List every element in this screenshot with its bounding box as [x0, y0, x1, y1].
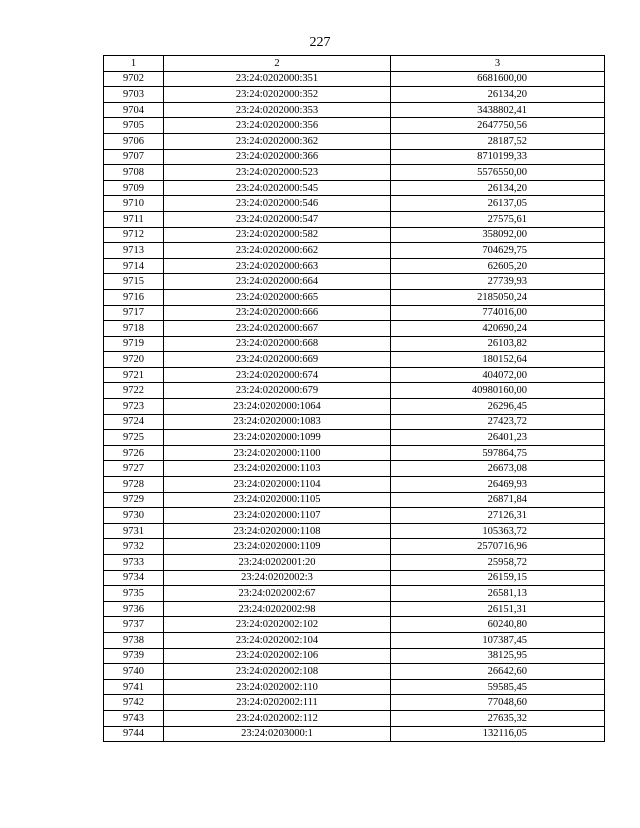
row-number-cell: 9717: [104, 305, 164, 321]
table-row: [104, 274, 605, 290]
table-row: [104, 243, 605, 259]
row-number-cell: 9705: [104, 118, 164, 134]
row-number-cell: 9735: [104, 586, 164, 602]
row-number-cell: 9741: [104, 679, 164, 695]
table-row: [104, 539, 605, 555]
value-cell: 26673,08: [391, 461, 605, 477]
table-row: [104, 102, 605, 118]
row-number-cell: 9732: [104, 539, 164, 555]
value-cell: 6681600,00: [391, 71, 605, 87]
value-cell: 26871,84: [391, 492, 605, 508]
value-cell: 26103,82: [391, 336, 605, 352]
value-cell: 25958,72: [391, 555, 605, 571]
cadastral-number-cell: 23:24:0202000:669: [164, 352, 391, 368]
value-cell: 26159,15: [391, 570, 605, 586]
cadastral-number-cell: 23:24:0202000:352: [164, 87, 391, 103]
row-number-cell: 9731: [104, 523, 164, 539]
value-cell: 26581,13: [391, 586, 605, 602]
value-cell: 26296,45: [391, 399, 605, 415]
cadastral-number-cell: 23:24:0202000:662: [164, 243, 391, 259]
row-number-cell: 9728: [104, 477, 164, 493]
value-cell: 26137,05: [391, 196, 605, 212]
table-header-row: [104, 56, 605, 72]
row-number-cell: 9709: [104, 180, 164, 196]
value-cell: 77048,60: [391, 695, 605, 711]
row-number-cell: 9729: [104, 492, 164, 508]
value-cell: 5576550,00: [391, 165, 605, 181]
cadastral-number-cell: 23:24:0202000:1100: [164, 445, 391, 461]
table-row: [104, 165, 605, 181]
cadastral-number-cell: 23:24:0202000:668: [164, 336, 391, 352]
table-row: [104, 414, 605, 430]
value-cell: 40980160,00: [391, 383, 605, 399]
row-number-cell: 9740: [104, 664, 164, 680]
row-number-cell: 9722: [104, 383, 164, 399]
row-number-cell: 9742: [104, 695, 164, 711]
row-number-cell: 9704: [104, 102, 164, 118]
table-row: [104, 601, 605, 617]
table-row: [104, 133, 605, 149]
table-row: [104, 695, 605, 711]
value-cell: 2185050,24: [391, 289, 605, 305]
cadastral-number-cell: 23:24:0202000:366: [164, 149, 391, 165]
table-row: [104, 679, 605, 695]
row-number-cell: 9716: [104, 289, 164, 305]
row-number-cell: 9714: [104, 258, 164, 274]
cadastral-number-cell: 23:24:0202002:3: [164, 570, 391, 586]
cadastral-number-cell: 23:24:0202000:1083: [164, 414, 391, 430]
row-number-cell: 9702: [104, 71, 164, 87]
table-row: [104, 399, 605, 415]
cadastral-number-cell: 23:24:0202000:1104: [164, 477, 391, 493]
row-number-cell: 9720: [104, 352, 164, 368]
data-table: [103, 55, 605, 742]
row-number-cell: 9721: [104, 367, 164, 383]
table-row: [104, 258, 605, 274]
value-cell: 26134,20: [391, 87, 605, 103]
table-row: [104, 461, 605, 477]
cadastral-number-cell: 23:24:0202000:353: [164, 102, 391, 118]
row-number-cell: 9723: [104, 399, 164, 415]
value-cell: 26134,20: [391, 180, 605, 196]
table-row: [104, 664, 605, 680]
value-cell: 3438802,41: [391, 102, 605, 118]
value-cell: 26469,93: [391, 477, 605, 493]
cadastral-number-cell: 23:24:0202000:547: [164, 211, 391, 227]
row-number-cell: 9736: [104, 601, 164, 617]
value-cell: 62605,20: [391, 258, 605, 274]
row-number-cell: 9737: [104, 617, 164, 633]
row-number-cell: 9703: [104, 87, 164, 103]
value-cell: 2647750,56: [391, 118, 605, 134]
cadastral-number-cell: 23:24:0202000:1108: [164, 523, 391, 539]
cadastral-number-cell: 23:24:0202000:523: [164, 165, 391, 181]
column-header-1: 1: [104, 56, 164, 72]
value-cell: 358092,00: [391, 227, 605, 243]
value-cell: 105363,72: [391, 523, 605, 539]
value-cell: 8710199,33: [391, 149, 605, 165]
row-number-cell: 9738: [104, 632, 164, 648]
cadastral-number-cell: 23:24:0202002:102: [164, 617, 391, 633]
page-number: 227: [309, 35, 331, 50]
table-row: [104, 726, 605, 742]
row-number-cell: 9715: [104, 274, 164, 290]
column-header-2: 2: [164, 56, 391, 72]
table-row: [104, 180, 605, 196]
value-cell: 26151,31: [391, 601, 605, 617]
cadastral-number-cell: 23:24:0203000:1: [164, 726, 391, 742]
table-row: [104, 617, 605, 633]
value-cell: 420690,24: [391, 321, 605, 337]
value-cell: 404072,00: [391, 367, 605, 383]
table-row: [104, 321, 605, 337]
row-number-cell: 9727: [104, 461, 164, 477]
value-cell: 26401,23: [391, 430, 605, 446]
row-number-cell: 9718: [104, 321, 164, 337]
table-row: [104, 445, 605, 461]
table-row: [104, 289, 605, 305]
row-number-cell: 9739: [104, 648, 164, 664]
row-number-cell: 9733: [104, 555, 164, 571]
cadastral-number-cell: 23:24:0202000:664: [164, 274, 391, 290]
value-cell: 27635,32: [391, 710, 605, 726]
table-row: [104, 477, 605, 493]
row-number-cell: 9726: [104, 445, 164, 461]
cadastral-number-cell: 23:24:0202002:98: [164, 601, 391, 617]
row-number-cell: 9730: [104, 508, 164, 524]
row-number-cell: 9725: [104, 430, 164, 446]
table-row: [104, 71, 605, 87]
table-row: [104, 118, 605, 134]
cadastral-number-cell: 23:24:0202000:667: [164, 321, 391, 337]
row-number-cell: 9734: [104, 570, 164, 586]
table-row: [104, 523, 605, 539]
table-row: [104, 336, 605, 352]
value-cell: 28187,52: [391, 133, 605, 149]
table-row: [104, 492, 605, 508]
cadastral-number-cell: 23:24:0202000:1103: [164, 461, 391, 477]
table-row: [104, 196, 605, 212]
row-number-cell: 9707: [104, 149, 164, 165]
table-row: [104, 430, 605, 446]
cadastral-number-cell: 23:24:0202002:111: [164, 695, 391, 711]
cadastral-number-cell: 23:24:0202000:1099: [164, 430, 391, 446]
value-cell: 38125,95: [391, 648, 605, 664]
cadastral-number-cell: 23:24:0202000:546: [164, 196, 391, 212]
value-cell: 27126,31: [391, 508, 605, 524]
row-number-cell: 9712: [104, 227, 164, 243]
row-number-cell: 9713: [104, 243, 164, 259]
table-row: [104, 227, 605, 243]
value-cell: 597864,75: [391, 445, 605, 461]
cadastral-number-cell: 23:24:0202002:110: [164, 679, 391, 695]
table-row: [104, 570, 605, 586]
value-cell: 774016,00: [391, 305, 605, 321]
value-cell: 27575,61: [391, 211, 605, 227]
row-number-cell: 9708: [104, 165, 164, 181]
cadastral-number-cell: 23:24:0202000:1064: [164, 399, 391, 415]
column-header-3: 3: [391, 56, 605, 72]
row-number-cell: 9711: [104, 211, 164, 227]
table-row: [104, 211, 605, 227]
row-number-cell: 9710: [104, 196, 164, 212]
value-cell: 27423,72: [391, 414, 605, 430]
value-cell: 26642,60: [391, 664, 605, 680]
cadastral-number-cell: 23:24:0202000:1105: [164, 492, 391, 508]
table-row: [104, 632, 605, 648]
table-row: [104, 710, 605, 726]
table-row: [104, 149, 605, 165]
value-cell: 59585,45: [391, 679, 605, 695]
table-row: [104, 367, 605, 383]
value-cell: 704629,75: [391, 243, 605, 259]
cadastral-number-cell: 23:24:0202002:108: [164, 664, 391, 680]
cadastral-number-cell: 23:24:0202002:104: [164, 632, 391, 648]
value-cell: 132116,05: [391, 726, 605, 742]
cadastral-number-cell: 23:24:0202002:67: [164, 586, 391, 602]
value-cell: 2570716,96: [391, 539, 605, 555]
table-row: [104, 555, 605, 571]
value-cell: 180152,64: [391, 352, 605, 368]
cadastral-number-cell: 23:24:0202000:351: [164, 71, 391, 87]
row-number-cell: 9724: [104, 414, 164, 430]
cadastral-number-cell: 23:24:0202000:1109: [164, 539, 391, 555]
table-row: [104, 352, 605, 368]
cadastral-number-cell: 23:24:0202000:1107: [164, 508, 391, 524]
cadastral-number-cell: 23:24:0202000:362: [164, 133, 391, 149]
row-number-cell: 9743: [104, 710, 164, 726]
row-number-cell: 9744: [104, 726, 164, 742]
cadastral-number-cell: 23:24:0202000:356: [164, 118, 391, 134]
table-row: [104, 508, 605, 524]
table-row: [104, 87, 605, 103]
cadastral-number-cell: 23:24:0202000:679: [164, 383, 391, 399]
value-cell: 107387,45: [391, 632, 605, 648]
row-number-cell: 9706: [104, 133, 164, 149]
table-row: [104, 648, 605, 664]
table-row: [104, 586, 605, 602]
table-row: [104, 383, 605, 399]
cadastral-number-cell: 23:24:0202000:666: [164, 305, 391, 321]
value-cell: 60240,80: [391, 617, 605, 633]
cadastral-number-cell: 23:24:0202000:663: [164, 258, 391, 274]
cadastral-number-cell: 23:24:0202000:674: [164, 367, 391, 383]
table-row: [104, 305, 605, 321]
cadastral-number-cell: 23:24:0202002:112: [164, 710, 391, 726]
value-cell: 27739,93: [391, 274, 605, 290]
cadastral-number-cell: 23:24:0202000:582: [164, 227, 391, 243]
cadastral-number-cell: 23:24:0202001:20: [164, 555, 391, 571]
cadastral-number-cell: 23:24:0202000:545: [164, 180, 391, 196]
cadastral-number-cell: 23:24:0202000:665: [164, 289, 391, 305]
table-body: [104, 71, 605, 742]
cadastral-number-cell: 23:24:0202002:106: [164, 648, 391, 664]
row-number-cell: 9719: [104, 336, 164, 352]
